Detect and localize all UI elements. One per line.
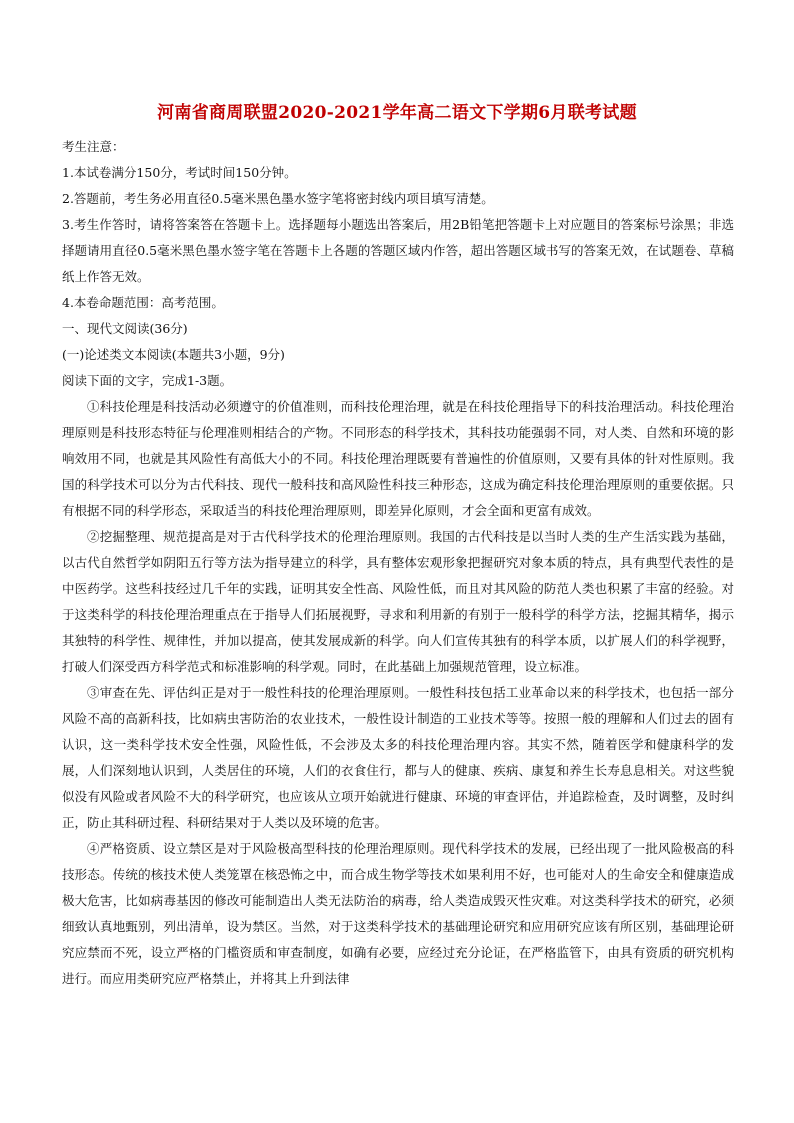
passage-paragraph-4: ④严格资质、设立禁区是对于风险极高型科技的伦理治理原则。现代科学技术的发展，已经出现了一批风险极高的科技形态。传统的核技术使人类笼罩在核恐怖之中，而合成生物学等技术如果利用不好，也可能对人的生命安全和健康造成极大危害，比如病毒基因的修改可能制造出人类无法防治的病毒，给人类造成毁灭性灾难。对这类科学技术的研究，必须细致认真地甄别，列出清单，设为禁区。当然，对于这类科学技术的基础理论研究和应用研究应该有所区别，基础理论研究应禁而不死，设立严格的门槛资质和审查制度，如确有必要，应经过充分论证，在严格监管下，由具有资质的研究机构进行。而应用类研究应严格禁止，并将其上升到法律: [62, 841, 734, 986]
notice-item-3: 3.考生作答时，请将答案答在答题卡上。选择题每小题选出答案后，用2B铅笔把答题卡上对应题目的答案标号涂黑；非选择题请用直径0.5毫米黑色墨水签字笔在答题卡上各题的答题区域内作答，超出答题区域书写的答案无效，在试题卷、草稿纸上作答无效。: [62, 217, 734, 284]
notice-heading: 考生注意：: [62, 139, 125, 154]
notice-item-2: 2.答题前，考生务必用直径0.5毫米黑色墨水签字笔将密封线内项目填写清楚。: [62, 191, 494, 206]
notice-item-1: 1.本试卷满分150分，考试时间150分钟。: [62, 165, 297, 180]
section-heading: 一、现代文阅读(36分): [62, 321, 188, 336]
subsection-heading: (一)论述类文本阅读(本题共3小题，9分): [62, 347, 285, 362]
exam-title: 河南省商周联盟2020-2021学年高二语文下学期6月联考试题: [157, 103, 637, 123]
notice-item-4: 4.本卷命题范围：高考范围。: [62, 295, 224, 310]
exam-content: [62, 134, 734, 992]
reading-instruction: 阅读下面的文字，完成1-3题。: [62, 373, 233, 388]
passage-paragraph-3: ③审查在先、评估纠正是对于一般性科技的伦理治理原则。一般性科技包括工业革命以来的科学技术，也包括一部分风险不高的高新科技，比如病虫害防治的农业技术，一般性设计制造的工业技术等等。按照一般的理解和人们过去的固有认识，这一类科学技术安全性强，风险性低，不会涉及太多的科技伦理治理内容。其实不然，随着医学和健康科学的发展，人们深刻地认识到，人类居住的环境，人们的衣食住行，都与人的健康、疾病、康复和养生长寿息息相关。对这些貌似没有风险或者风险不大的科学研究，也应该从立项开始就进行健康、环境的审查评估，并追踪检查，及时调整，及时纠正，防止其科研过程、科研结果对于人类以及环境的危害。: [62, 685, 734, 830]
passage-paragraph-2: ②挖掘整理、规范提高是对于古代科学技术的伦理治理原则。我国的古代科技是以当时人类的生产生活实践为基础，以古代自然哲学如阴阳五行等方法为指导建立的科学，具有整体宏观形象把握研究对象本质的特点，具有典型代表性的是中医药学。这些科技经过几千年的实践，证明其安全性高、风险性低，而且对其风险的防范人类也积累了丰富的经验。对于这类科学的科技伦理治理重点在于指导人们拓展视野，寻求和利用新的有别于一般科学的科学方法，挖掘其精华，揭示其独特的科学性、规律性，并加以提高，使其发展成新的科学。向人们宣传其独有的科学本质，以扩展人们的科学视野，打破人们深受西方科学范式和标准影响的科学观。同时，在此基础上加强规范管理，设立标准。: [62, 529, 734, 674]
passage-paragraph-1: ①科技伦理是科技活动必须遵守的价值准则，而科技伦理治理，就是在科技伦理指导下的科技治理活动。科技伦理治理原则是科技形态特征与伦理准则相结合的产物。不同形态的科学技术，其科技功能强弱不同，对人类、自然和环境的影响效用不同，也就是其风险性有高低大小的不同。科技伦理治理既要有普遍性的价值原则，又要有具体的针对性原则。我国的科学技术可以分为古代科技、现代一般科技和高风险性科技三种形态，这成为确定科技伦理治理原则的重要依据。只有根据不同的科学形态，采取适当的科技伦理治理原则，即差异化原则，才会全面和更富有成效。: [62, 399, 734, 518]
